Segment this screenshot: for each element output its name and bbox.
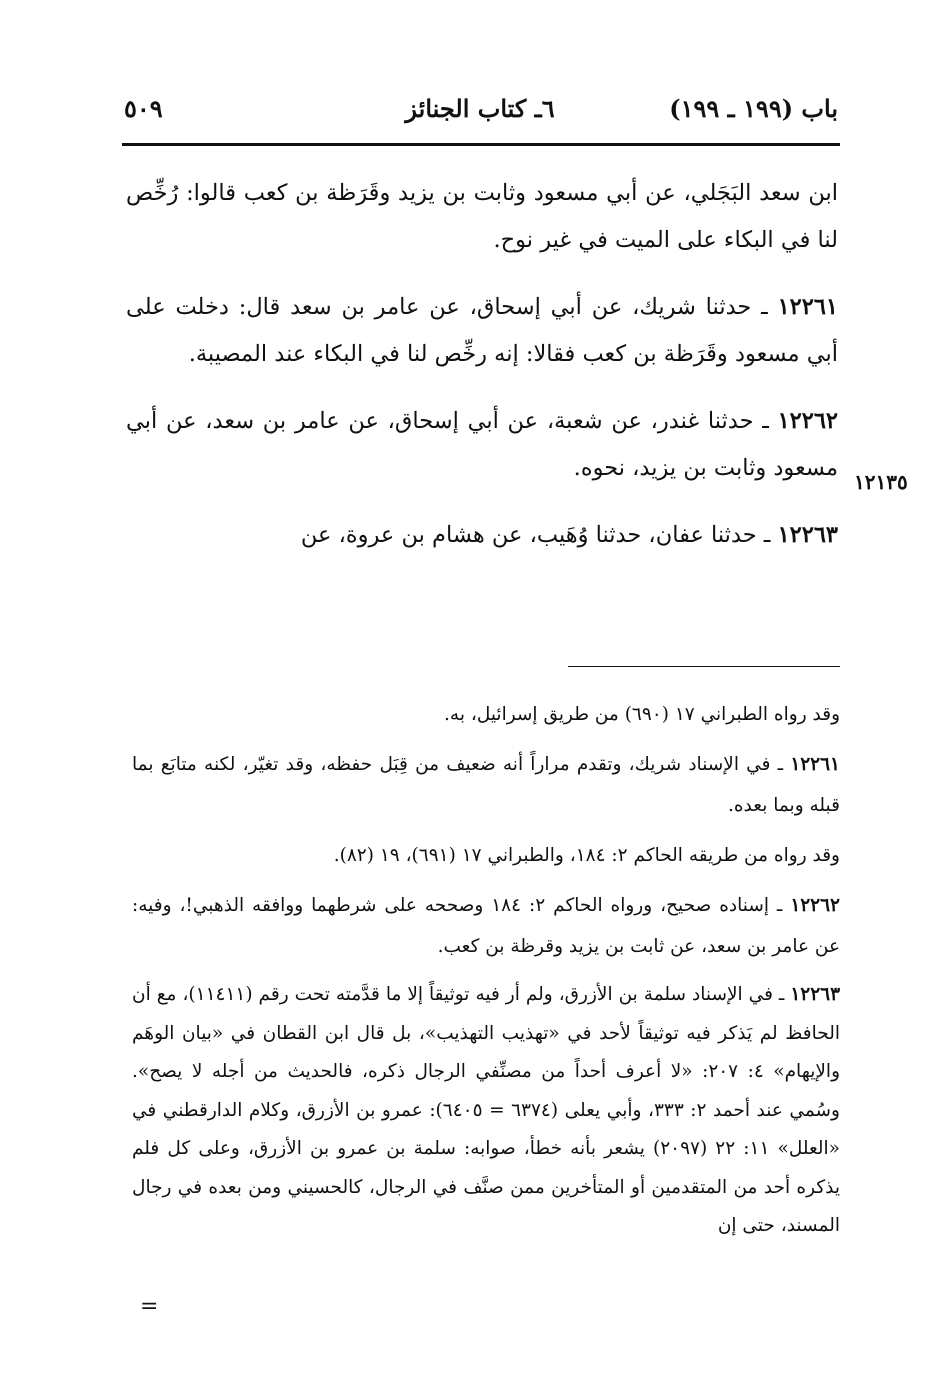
footnote-number: ١٢٢٦٣ <box>790 984 841 1005</box>
footnote-text: ـ إسناده صحيح، ورواه الحاكم ٢: ١٨٤ وصححه على شرطهما ووافقه الذهبي!، وفيه: عن عامر بن سعد، عن ثابت بن يزيد وقرظة بن كعب. <box>132 895 840 957</box>
running-header <box>122 86 838 136</box>
margin-reference-number: ١٢١٣٥ <box>854 470 908 494</box>
hadith-12263 <box>126 512 838 559</box>
footnote-separator <box>568 666 840 667</box>
hadith-text: ـ حدثنا عفان، حدثنا وُهَيب، عن هشام بن عروة، عن <box>300 522 771 548</box>
footnote-number: ١٢٢٦٢ <box>790 895 840 916</box>
paragraph-text: ابن سعد البَجَلي، عن أبي مسعود وثابت بن يزيد وقَرَظة بن كعب قالوا: رُخِّص لنا في البكاء على الميت في غير نوح. <box>126 180 838 253</box>
footnote-12263 <box>132 976 840 1246</box>
footnote-12261 <box>132 744 840 826</box>
page-number: ٥٠٩ <box>124 94 163 123</box>
hadith-number: ١٢٢٦٢ <box>777 408 838 434</box>
footnote-text: وقد رواه من طريقه الحاكم ٢: ١٨٤، والطبراني ١٧ (٦٩١)، ١٩ (٨٢). <box>333 845 840 866</box>
footnote-text: ـ في الإسناد شريك، وتقدم مراراً أنه ضعيف من قِبَل حفظه، وقد تغيّر، لكنه متابَع بما قبله وبما بعده. <box>132 754 840 816</box>
continuation-mark: = <box>140 1294 159 1319</box>
footnote <box>132 835 840 876</box>
hadith-12261 <box>126 284 838 378</box>
footnote-number: ١٢٢٦١ <box>790 754 840 775</box>
hadith-number: ١٢٢٦١ <box>777 294 838 320</box>
main-text <box>126 170 838 559</box>
book-title: ٦ـ كتاب الجنائز <box>405 94 555 123</box>
footnote-12262 <box>132 885 840 967</box>
footnote-text: ـ في الإسناد سلمة بن الأزرق، ولم أر فيه توثيقاً إلا ما قدَّمته تحت رقم (١١٤١١)، مع أن الحافظ لم يَذكر فيه توثيقاً لأحد في «تهذيب التهذيب»، بل قال ابن القطان في «بيان الوهَم والإيهام» ٤: ٢٠٧: «لا أعرف أحداً من مصنِّفي الرجال ذكره، فالحديث من أجله لا يصح». وسُمي عند أحمد ٢: ٣٣٣، وأبي يعلى (٦٣٧٤ = ٦٤٠٥): عمرو بن الأزرق، وكلام الدارقطني في «العلل» ١١: ٢٢ (٢٠٩٧) يشعر بأنه خطأ، صوابه: سلمة بن عمرو بن الأزرق، وعلى كل فلم يذكره أحد من المتقدمين أو المتأخرين ممن صنَّف في الرجال، كالحسيني ومن بعده في رجال المسند، حتى إن <box>132 984 840 1236</box>
footnote-text: وقد رواه الطبراني ١٧ (٦٩٠) من طريق إسرائيل، به. <box>444 704 840 725</box>
hadith-text: ـ حدثنا غندر، عن شعبة، عن أبي إسحاق، عن عامر بن سعد، عن أبي مسعود وثابت بن يزيد، نحوه. <box>126 408 838 481</box>
hadith-text: ـ حدثنا شريك، عن أبي إسحاق، عن عامر بن سعد قال: دخلت على أبي مسعود وقَرَظة بن كعب فقالا: إنه رخِّص لنا في البكاء عند المصيبة. <box>126 294 838 367</box>
chapter-title: باب (١٩٩ ـ ١٩٩) <box>669 94 838 123</box>
footnotes <box>132 694 840 1246</box>
hadith-number: ١٢٢٦٣ <box>777 522 838 548</box>
header-rule <box>122 143 840 146</box>
footnote <box>132 694 840 735</box>
paragraph <box>126 170 838 264</box>
hadith-12262 <box>126 398 838 492</box>
